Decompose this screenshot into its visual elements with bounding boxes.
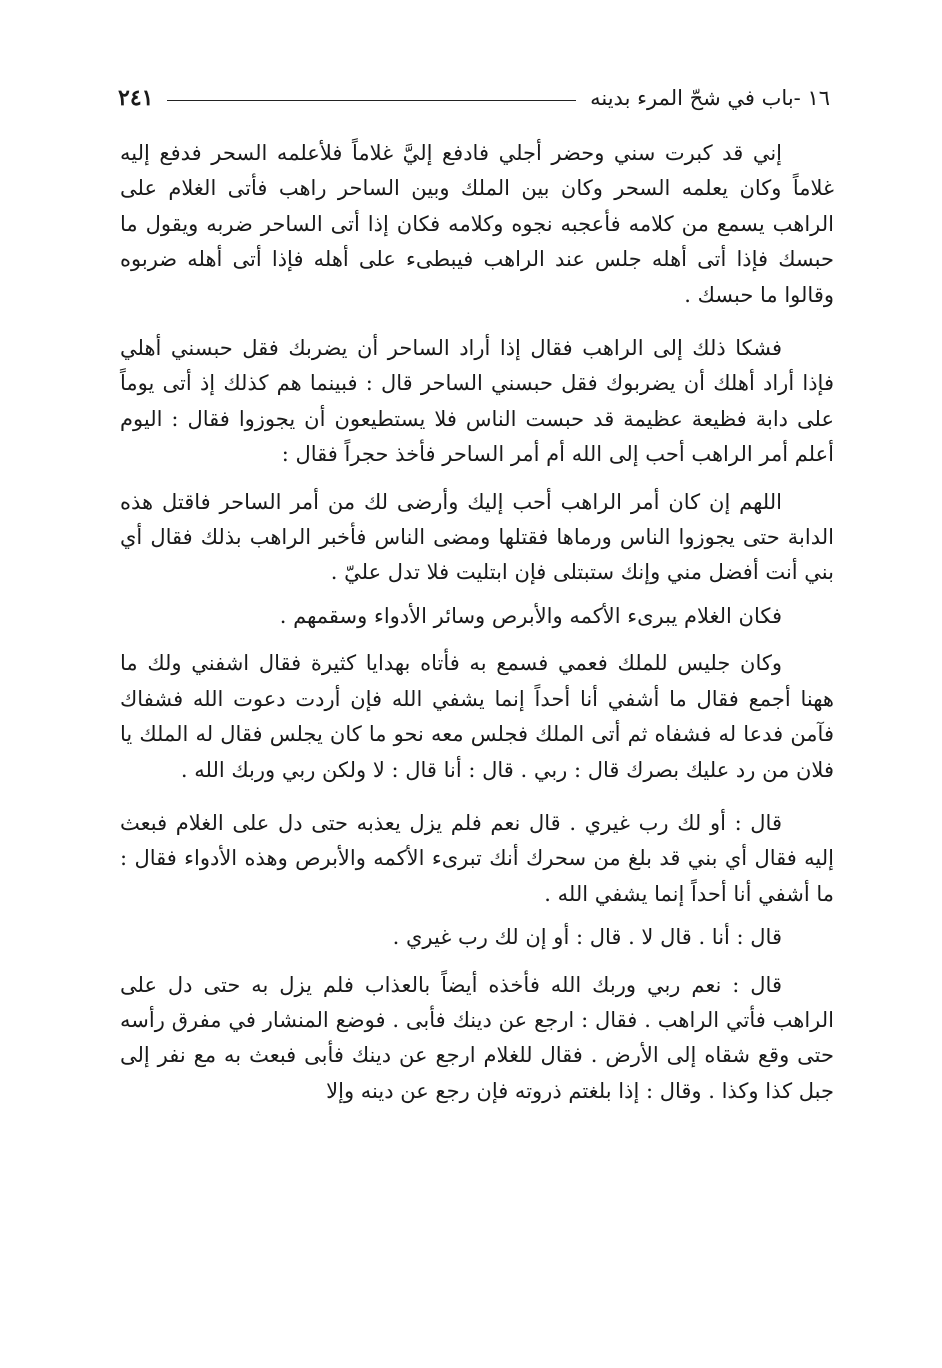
paragraph: فشكا ذلك إلى الراهب فقال إذا أراد الساحر أن يضربك فقل حبسني أهلي فإذا أراد أهلك أن يضربوك فقل حبسني الساحر قال : فبينما هم كذلك إذ أتى يوماً على دابة فظيعة عظيمة قد حبست الناس فلا يستطيعون أن يجوزوا فقال : اليوم أعلم أمر الراهب أحب إلى الله أم أمر الساحر فأخذ حجراً فقال : [120, 336, 834, 467]
header-rule [167, 100, 576, 101]
paragraph: قال : أو لك رب غيري . قال نعم فلم يزل يعذبه حتى دل على الغلام فبعث إليه فقال أي بني قد بلغ من سحرك أنك تبرىء الأكمه والأبرص وهذه الأدواء فقال : ما أشفي أنا أحداً إنما يشفي الله . [120, 810, 834, 906]
paragraph: قال : نعم ربي وربك الله فأخذه أيضاً بالعذاب فلم يزل به حتى دل على الراهب فأتي الراهب . فقال : ارجع عن دينك فأبى . فوضع المنشار في مفرق رأسه حتى وقع شقاه إلى الأرض . فقال للغلام ارجع عن دينك فأبى فبعث به مع نفر إلى جبل كذا وكذا . وقال : إذا بلغتم ذروته فإن رجع عن دينه وإلا [120, 972, 834, 1103]
chapter-title: ١٦ -باب في شحّ المرء بدينه [590, 85, 830, 110]
paragraph: إني قد كبرت سني وحضر أجلي فادفع إليَّ غلاماً فلأعلمه السحر فدفع إليه غلاماً وكان يعلمه السحر وكان بين الملك وبين الساحر راهب فأتى الغلام على الراهب يسمع من كلامه فأعجبه نجوه وكلامه فكان إذا أتى الساحر ضربه ويقول ما حبسك فإذا أتى أهله جلس عند الراهب فيبطىء على أهله فإذا أتى أهله ضربوه وقالوا ما حبسك . [120, 141, 834, 307]
paragraph: وكان جليس للملك فعمي فسمع به فأتاه بهدايا كثيرة فقال اشفني ولك ما ههنا أجمع فقال ما أشفي أنا أحداً إنما يشفي الله فإن أردت دعوت الله فشفاك فآمن فدعا له فشفاه ثم أتى الملك فجلس معه نحو ما كان يجلس فقال له الملك يا فلان من رد عليك بصرك قال : ربي . قال : أنا قال : لا ولكن ربي وربك الله . [120, 651, 834, 782]
page-body [120, 136, 834, 1109]
paragraph: فكان الغلام يبرىء الأكمه والأبرص وسائر الأدواء وسقمهم . [279, 603, 782, 628]
paragraph: اللهم إن كان أمر الراهب أحب إليك وأرضى لك من أمر الساحر فاقتل هذه الدابة حتى يجوزوا الناس ورماها فقتلها ومضى الناس فأخبر الراهب بذلك فقال أي بني أنت أفضل مني وإنك ستبتلى فإن ابتليت فلا تدل عليّ . [120, 489, 834, 585]
page-number: ٢٤١ [118, 85, 154, 111]
paragraph: قال : أنا . قال لا . قال : أو إن لك رب غيري . [392, 925, 782, 950]
running-header [118, 78, 830, 118]
